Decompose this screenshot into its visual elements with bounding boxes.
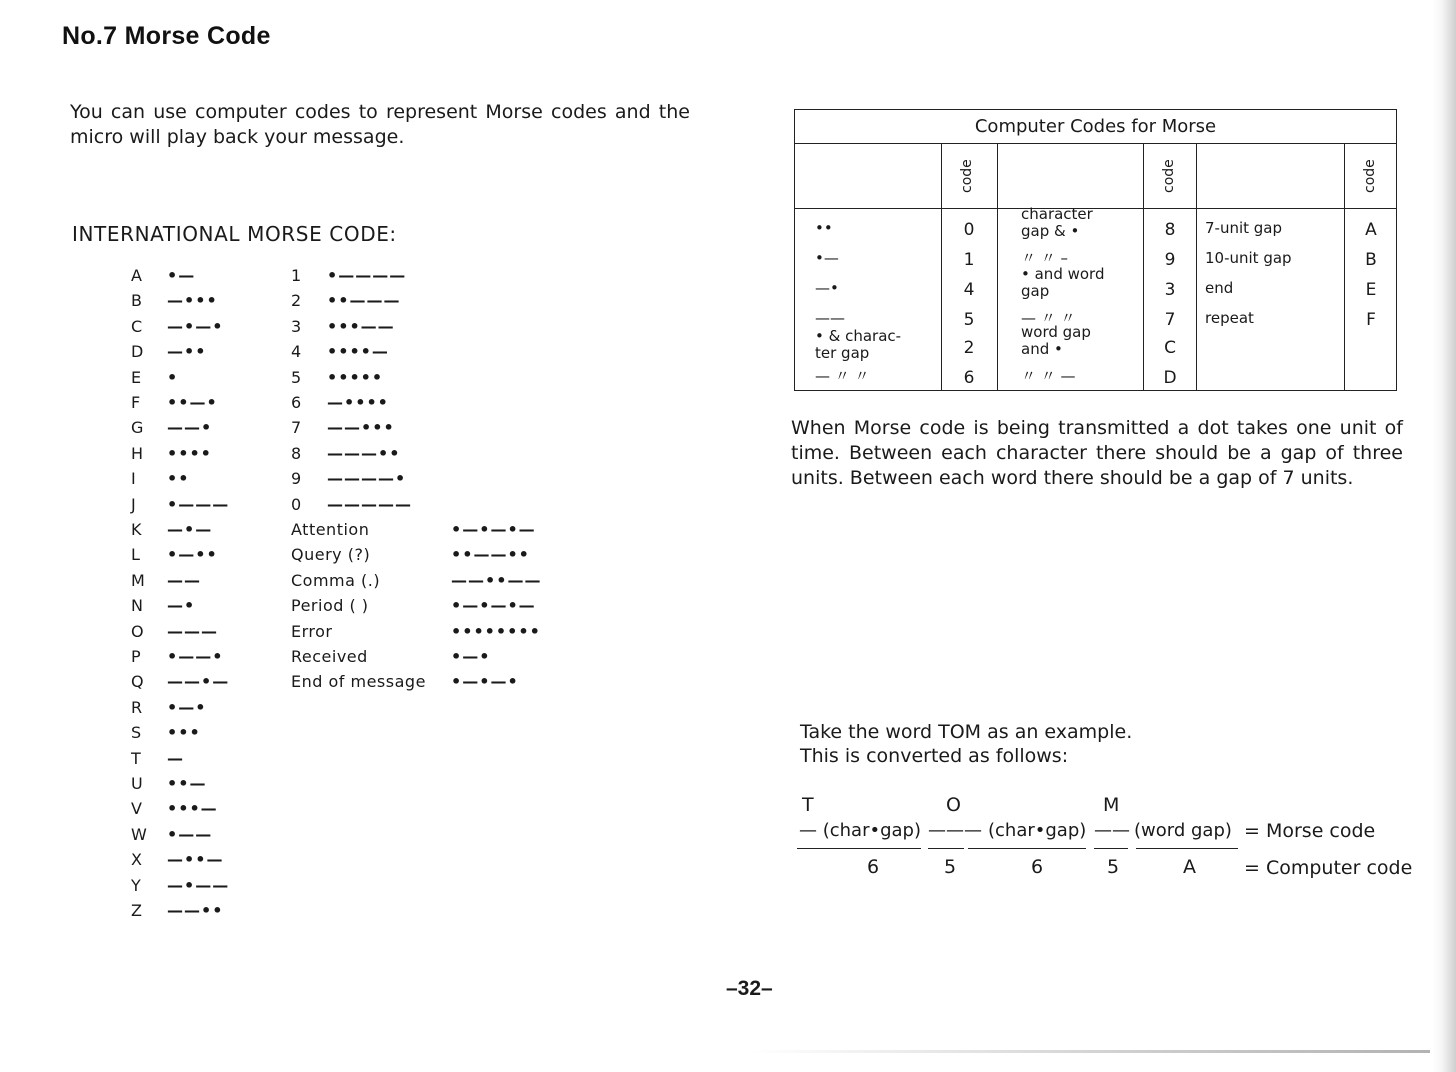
letter-symbol: R xyxy=(131,697,143,717)
computer-code-value: D xyxy=(1163,368,1177,388)
letter-symbol: P xyxy=(131,647,142,666)
morse-element-cell-line: •— xyxy=(815,249,839,267)
table-divider xyxy=(941,143,942,391)
table-divider xyxy=(997,143,998,391)
example-segment: (char•gap) xyxy=(988,820,1087,841)
letter-symbol: X xyxy=(131,850,143,870)
morse-pattern: •••• xyxy=(167,443,212,463)
morse-pattern: —— xyxy=(167,570,201,590)
letter-symbol: Y xyxy=(131,875,142,895)
gap-control-cell-line: repeat xyxy=(1205,309,1254,327)
computer-code-value: C xyxy=(1164,338,1176,358)
letter-row xyxy=(131,621,218,646)
morse-pattern: ——• xyxy=(167,418,213,438)
morse-element-cell-line: 〃 〃 – xyxy=(1021,249,1069,267)
letter-row xyxy=(131,647,224,671)
letter-row xyxy=(131,342,207,366)
morse-pattern: •—•—•— xyxy=(451,520,536,539)
example-letter-t: T xyxy=(802,794,814,816)
table-title: Computer Codes for Morse xyxy=(795,110,1396,144)
letter-row xyxy=(131,672,230,696)
gap-control-cell-line: 10-unit gap xyxy=(1205,249,1292,267)
morse-pattern: • xyxy=(167,367,179,387)
example-segment: —— xyxy=(1094,820,1130,841)
example-line-1: Take the word TOM as an example. xyxy=(800,721,1133,743)
letter-row xyxy=(131,875,230,900)
morse-pattern: ••——•• xyxy=(451,545,530,565)
morse-pattern: ••— xyxy=(167,774,207,793)
example-line-2: This is converted as follows: xyxy=(800,745,1069,767)
computer-code-value: 8 xyxy=(1164,220,1176,240)
computer-code-value: A xyxy=(1365,220,1377,240)
morse-pattern: —•• xyxy=(167,342,207,362)
number-row xyxy=(291,367,384,392)
morse-element-cell-line: —• xyxy=(815,279,839,297)
morse-pattern: ———•• xyxy=(327,443,401,463)
morse-pattern: ••••• xyxy=(327,367,384,387)
morse-element-cell-line: gap xyxy=(1021,282,1050,300)
letter-symbol: B xyxy=(131,291,143,311)
number-symbol: 0 xyxy=(291,494,302,514)
morse-pattern: ——— xyxy=(167,621,218,641)
letter-row xyxy=(131,520,213,544)
letter-symbol: M xyxy=(131,570,146,590)
morse-pattern: •• xyxy=(167,469,190,489)
letter-row xyxy=(131,723,201,747)
special-row xyxy=(291,570,542,595)
letter-symbol: C xyxy=(131,316,143,336)
example-segment: ——— xyxy=(928,820,982,841)
letter-symbol: O xyxy=(131,621,145,641)
morse-pattern: —•— xyxy=(167,520,213,539)
computer-code-value: B xyxy=(1365,250,1377,270)
morse-pattern: •—• xyxy=(167,697,207,717)
example-segment: (word gap) xyxy=(1134,820,1232,841)
morse-element-cell-line: word gap xyxy=(1021,323,1091,341)
computer-code-value: F xyxy=(1366,310,1376,330)
number-symbol: 5 xyxy=(291,367,302,387)
morse-element-cell xyxy=(815,328,901,362)
morse-pattern: ————— xyxy=(327,494,412,514)
number-symbol: 2 xyxy=(291,291,302,311)
number-symbol: 1 xyxy=(291,266,302,285)
special-symbol: Received xyxy=(291,647,368,666)
special-row xyxy=(291,596,536,620)
page-number: –32– xyxy=(726,977,773,1000)
morse-pattern: ••—• xyxy=(167,393,218,412)
letter-symbol: L xyxy=(131,545,141,565)
morse-element-cell-line: character xyxy=(1021,205,1093,223)
morse-element-cell xyxy=(1021,368,1076,385)
morse-pattern: •— xyxy=(167,266,196,285)
special-row xyxy=(291,647,491,671)
number-symbol: 8 xyxy=(291,443,302,463)
morse-pattern: ——••—— xyxy=(451,570,542,590)
example-computer-code: 6 xyxy=(1031,856,1044,878)
letter-symbol: H xyxy=(131,443,144,463)
special-row xyxy=(291,672,519,696)
example-computer-code: 5 xyxy=(944,856,957,878)
number-symbol: 7 xyxy=(291,418,302,438)
morse-pattern: •——• xyxy=(167,647,224,666)
page-edge-shadow xyxy=(1432,0,1456,1072)
special-row xyxy=(291,545,530,569)
computer-code-value: 5 xyxy=(963,310,975,330)
example-computer-code: A xyxy=(1183,856,1196,878)
morse-element-cell xyxy=(815,368,870,385)
morse-pattern: •••—— xyxy=(327,316,395,336)
number-row xyxy=(291,393,389,417)
number-symbol: 6 xyxy=(291,393,302,412)
table-divider xyxy=(1143,143,1144,391)
letter-symbol: F xyxy=(131,393,141,412)
morse-pattern: ——•— xyxy=(167,672,230,692)
morse-pattern: •••— xyxy=(167,799,218,819)
number-symbol: 3 xyxy=(291,316,302,336)
example-fraction-bar xyxy=(797,848,921,849)
computer-code-value: 6 xyxy=(963,368,975,388)
morse-pattern: ——•• xyxy=(167,901,224,920)
morse-pattern: •—• xyxy=(451,647,491,666)
letter-symbol: D xyxy=(131,342,144,362)
morse-pattern: —••• xyxy=(167,291,218,311)
example-computer-code: 5 xyxy=(1107,856,1120,878)
special-symbol: Attention xyxy=(291,520,370,539)
morse-pattern: ••••— xyxy=(327,342,389,362)
letter-symbol: T xyxy=(131,748,142,768)
letter-row xyxy=(131,443,212,468)
morse-pattern: —•—— xyxy=(167,875,230,895)
computer-code-value: 4 xyxy=(963,280,975,300)
intro-paragraph: You can use computer codes to represent Morse codes and the micro will play back your message. xyxy=(70,101,690,148)
morse-pattern: ••——— xyxy=(327,291,401,311)
letter-symbol: U xyxy=(131,774,144,793)
number-symbol: 9 xyxy=(291,469,302,489)
morse-pattern: •—•—• xyxy=(451,672,519,692)
morse-pattern: ••• xyxy=(167,723,201,743)
page-title: No.7 Morse Code xyxy=(62,22,271,50)
number-symbol: 4 xyxy=(291,342,302,362)
computer-code-value: 2 xyxy=(963,338,975,358)
example-letter-o: O xyxy=(946,794,961,816)
letter-symbol: J xyxy=(131,494,137,514)
morse-pattern: •••••••• xyxy=(451,621,541,641)
letter-row xyxy=(131,850,224,874)
morse-pattern: —•—• xyxy=(167,316,224,336)
letter-row xyxy=(131,570,201,595)
computer-code-value: 1 xyxy=(963,250,975,270)
example-fraction-bar xyxy=(928,848,964,849)
letter-symbol: V xyxy=(131,799,143,819)
morse-element-cell xyxy=(815,250,839,267)
letter-row xyxy=(131,545,218,569)
code-column-header: code xyxy=(1362,159,1378,193)
computer-code-value: 0 xyxy=(963,220,975,240)
special-symbol: Comma (.) xyxy=(291,570,381,590)
special-row xyxy=(291,621,541,646)
morse-pattern: — xyxy=(167,748,184,768)
letter-row xyxy=(131,596,196,620)
morse-element-cell xyxy=(815,220,833,237)
morse-element-cell xyxy=(815,280,839,297)
gap-control-cell-line: 7-unit gap xyxy=(1205,219,1283,237)
gap-control-cell xyxy=(1205,220,1282,237)
table-divider xyxy=(1196,143,1197,391)
letter-row xyxy=(131,901,224,925)
morse-element-cell-line: •• xyxy=(815,219,833,237)
letter-row xyxy=(131,316,224,341)
letter-row xyxy=(131,697,207,722)
letter-row xyxy=(131,774,207,798)
morse-code-heading: INTERNATIONAL MORSE CODE: xyxy=(72,222,397,246)
morse-pattern: ——••• xyxy=(327,418,395,438)
morse-pattern: •—•• xyxy=(167,545,218,565)
computer-codes-table xyxy=(794,109,1397,391)
morse-pattern: —• xyxy=(167,596,196,616)
number-row xyxy=(291,291,401,315)
letter-row xyxy=(131,291,218,315)
morse-pattern: •———— xyxy=(327,266,407,285)
equals-computer-code: = Computer code xyxy=(1244,857,1413,879)
letter-row xyxy=(131,418,213,442)
letter-symbol: E xyxy=(131,367,142,387)
special-symbol: Query (?) xyxy=(291,545,371,565)
code-column-header: code xyxy=(959,159,975,193)
letter-symbol: W xyxy=(131,824,148,844)
example-segment: — (char•gap) xyxy=(799,820,922,841)
gap-control-cell xyxy=(1205,280,1233,297)
number-row xyxy=(291,418,395,442)
number-row xyxy=(291,266,407,290)
table-header-divider xyxy=(795,208,1396,209)
number-row xyxy=(291,494,412,519)
gap-control-cell xyxy=(1205,250,1292,267)
example-letter-m: M xyxy=(1103,794,1120,816)
morse-pattern: ————• xyxy=(327,469,407,489)
morse-element-cell-line: and • xyxy=(1021,340,1063,358)
morse-pattern: •——— xyxy=(167,494,230,514)
transmission-description: When Morse code is being transmitted a dot takes one unit of time. Between each character there should be a gap of three units. Between each word there should be a gap of 7 units. xyxy=(791,417,1403,489)
example-intro xyxy=(800,720,1132,768)
letter-row xyxy=(131,494,230,519)
morse-pattern: —•••• xyxy=(327,393,389,412)
special-row xyxy=(291,520,536,544)
morse-pattern: •—— xyxy=(167,824,213,844)
morse-element-cell-line: — 〃 〃 xyxy=(1021,309,1076,327)
equals-morse-code: = Morse code xyxy=(1244,820,1376,842)
morse-pattern: —••— xyxy=(167,850,224,870)
letter-symbol: Z xyxy=(131,901,143,920)
letter-symbol: A xyxy=(131,266,143,285)
morse-element-cell xyxy=(1021,206,1093,240)
letter-symbol: G xyxy=(131,418,144,438)
code-column-header: code xyxy=(1161,159,1177,193)
morse-element-cell-line: • and word xyxy=(1021,265,1105,283)
morse-pattern: •—•—•— xyxy=(451,596,536,616)
special-symbol: End of message xyxy=(291,672,426,692)
letter-row xyxy=(131,266,196,290)
morse-element-cell-line: ter gap xyxy=(815,344,870,362)
morse-element-cell-line: — 〃 〃 xyxy=(815,367,870,385)
morse-element-cell xyxy=(1021,324,1091,358)
example-fraction-bar xyxy=(1136,848,1238,849)
letter-row xyxy=(131,799,218,823)
gap-control-cell-line: end xyxy=(1205,279,1234,297)
letter-symbol: I xyxy=(131,469,137,489)
morse-element-cell xyxy=(1021,266,1104,300)
morse-element-cell-line: —— xyxy=(815,309,845,327)
computer-code-value: 3 xyxy=(1164,280,1176,300)
special-symbol: Error xyxy=(291,621,333,641)
number-row xyxy=(291,469,407,493)
scan-artifact xyxy=(750,1050,1430,1053)
number-row xyxy=(291,316,395,341)
letter-row xyxy=(131,748,184,773)
example-fraction-bar xyxy=(1094,848,1128,849)
computer-code-value: E xyxy=(1365,280,1377,300)
computer-code-value: 9 xyxy=(1164,250,1176,270)
letter-row xyxy=(131,367,179,392)
morse-element-cell-line: • & charac- xyxy=(815,327,902,345)
special-symbol: Period ( ) xyxy=(291,596,369,616)
letter-symbol: N xyxy=(131,596,144,616)
letter-symbol: K xyxy=(131,520,142,539)
morse-element-cell-line: gap & • xyxy=(1021,222,1080,240)
number-row xyxy=(291,342,389,366)
morse-element-cell-line: 〃 〃 — xyxy=(1021,367,1076,385)
example-computer-code: 6 xyxy=(867,856,880,878)
letter-symbol: Q xyxy=(131,672,145,692)
letter-row xyxy=(131,393,218,417)
number-row xyxy=(291,443,401,468)
example-fraction-bar xyxy=(968,848,1086,849)
gap-control-cell xyxy=(1205,310,1254,327)
morse-element-cell xyxy=(815,310,845,327)
computer-code-value: 7 xyxy=(1164,310,1176,330)
letter-row xyxy=(131,824,213,849)
table-divider xyxy=(1344,143,1345,391)
letter-row xyxy=(131,469,190,493)
letter-symbol: S xyxy=(131,723,142,743)
